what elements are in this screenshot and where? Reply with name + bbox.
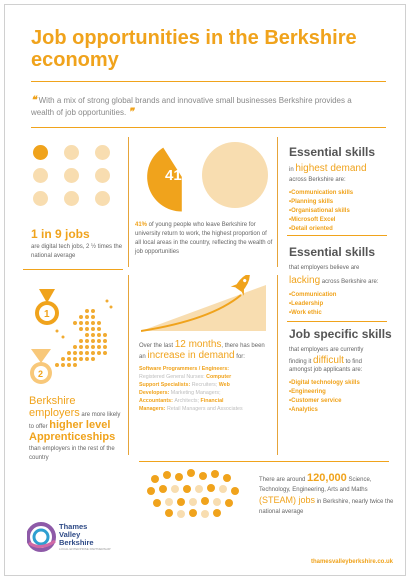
ratio-dot bbox=[95, 191, 110, 206]
list-item: • Communication bbox=[289, 291, 399, 300]
title-divider bbox=[31, 81, 386, 82]
job-specific-pre: that employers are currently bbox=[289, 347, 364, 353]
essential-demand-panel bbox=[289, 145, 399, 234]
demand-emph1: 12 months bbox=[174, 339, 222, 350]
demand-list bbox=[139, 365, 275, 413]
ratio-dot bbox=[64, 145, 79, 160]
list-item: • Work ethic bbox=[289, 309, 399, 318]
ratio-dot bbox=[33, 145, 48, 160]
list-item: • Microsoft Excel bbox=[289, 216, 399, 225]
section-divider bbox=[139, 461, 389, 462]
demand-lead3: an bbox=[139, 354, 148, 360]
list-item: • Organisational skills bbox=[289, 207, 399, 216]
steam-dot-cluster bbox=[145, 467, 245, 519]
quote-divider bbox=[31, 127, 386, 128]
essential-demand-list bbox=[289, 189, 399, 234]
uk-map-dots bbox=[55, 300, 113, 368]
essential-lacking-emph: lacking bbox=[289, 275, 321, 286]
svg-text:2: 2 bbox=[38, 369, 44, 379]
ratio-dot bbox=[95, 145, 110, 160]
ratio-dot bbox=[33, 168, 48, 183]
open-quote-icon: ❝ bbox=[31, 95, 37, 106]
digital-jobs-headline: 1 in 9 jobs bbox=[31, 227, 90, 241]
essential-demand-pre: in bbox=[289, 167, 294, 173]
column-divider bbox=[277, 275, 278, 455]
job-specific-post: to find bbox=[343, 359, 362, 365]
medal-second bbox=[30, 349, 52, 384]
job-specific-pre2: finding it bbox=[289, 359, 314, 365]
return-stat-text bbox=[135, 221, 273, 257]
demand-role: Financial bbox=[200, 398, 224, 404]
digital-jobs-text: are digital tech jobs, 2 ½ times the national average bbox=[31, 244, 123, 259]
demand-increase-panel bbox=[139, 339, 275, 413]
logo-tag: LOCAL ENTERPRISE PARTNERSHIP bbox=[59, 547, 111, 551]
section-divider bbox=[23, 269, 123, 270]
growth-rocket-graphic bbox=[141, 275, 271, 335]
ratio-dot bbox=[33, 191, 48, 206]
essential-lacking-list bbox=[289, 291, 399, 318]
demand-lead4: for: bbox=[234, 354, 245, 360]
essential-demand-sub: across Berkshire are: bbox=[289, 177, 346, 183]
steam-number: 120,000 bbox=[307, 472, 347, 484]
column-divider bbox=[277, 137, 278, 267]
growth-area bbox=[141, 285, 266, 331]
demand-detail: Recruiters; bbox=[191, 382, 219, 388]
list-item: • Detail oriented bbox=[289, 225, 399, 234]
apprenticeships-l2: employers bbox=[29, 407, 80, 419]
logo-line1: Thames bbox=[59, 522, 88, 531]
essential-lacking-post: across Berkshire are: bbox=[320, 279, 379, 285]
job-specific-list bbox=[289, 379, 401, 415]
steam-pre: There are around bbox=[259, 477, 308, 483]
logo-line2: Valley bbox=[59, 530, 81, 539]
list-item: • Digital technology skills bbox=[289, 379, 401, 388]
section-divider bbox=[287, 235, 387, 236]
section-divider bbox=[287, 321, 387, 322]
list-item: • Engineering bbox=[289, 388, 401, 397]
logo-line3: Berkshire bbox=[59, 538, 94, 547]
list-item: • Communication skills bbox=[289, 189, 399, 198]
demand-lead2: , there has been bbox=[221, 343, 265, 349]
job-specific-heading: Job specific skills bbox=[289, 327, 392, 341]
thames-valley-logo-text bbox=[59, 523, 111, 552]
medal-first bbox=[35, 289, 59, 325]
demand-role: Web bbox=[218, 382, 230, 388]
ratio-dot bbox=[64, 168, 79, 183]
apprenticeships-l3b: higher level bbox=[49, 419, 111, 431]
apprenticeships-l2b: are more likely bbox=[79, 412, 121, 418]
essential-lacking-pre: that employers believe are bbox=[289, 265, 360, 271]
return-rate-pie bbox=[139, 137, 269, 217]
apprenticeships-l5: than employers in the rest of the country bbox=[29, 446, 115, 461]
demand-role: Developers: bbox=[139, 390, 171, 396]
demand-role: Computer bbox=[206, 374, 232, 380]
svg-text:1: 1 bbox=[44, 309, 50, 320]
apprenticeships-l4: Apprenticeships bbox=[29, 431, 116, 443]
demand-emph2: increase in demand bbox=[147, 350, 235, 361]
thames-valley-logo-icon bbox=[27, 521, 57, 553]
list-item: • Leadership bbox=[289, 300, 399, 309]
essential-demand-heading: Essential skills bbox=[289, 145, 376, 159]
close-quote-icon: ❞ bbox=[128, 107, 134, 118]
steam-emph: (STEAM) jobs bbox=[259, 495, 316, 505]
essential-lacking-heading: Essential skills bbox=[289, 245, 376, 259]
steam-post: in Berkshire, nearly twice the national average bbox=[259, 499, 394, 515]
essential-lacking-panel bbox=[289, 245, 399, 318]
pie-percent-label: 41% bbox=[165, 167, 196, 184]
demand-lead1: Over the last bbox=[139, 343, 175, 349]
intro-quote-text: With a mix of strong global brands and innovative small businesses Berkshire provides a wealth of job opportunities. bbox=[31, 96, 352, 117]
infographic-page bbox=[4, 4, 406, 576]
pie-remainder bbox=[202, 142, 268, 208]
list-item: • Customer service bbox=[289, 397, 401, 406]
job-specific-panel bbox=[289, 327, 401, 415]
ratio-dot bbox=[64, 191, 79, 206]
demand-role: Managers: bbox=[139, 406, 167, 412]
steam-text bbox=[259, 473, 399, 517]
demand-detail: Registered General Nurses: bbox=[139, 374, 207, 380]
essential-demand-emph: highest demand bbox=[295, 163, 367, 174]
apprenticeships-l3a: to offer bbox=[29, 424, 50, 430]
page-title: Job opportunities in the Berkshire economy bbox=[31, 27, 357, 71]
one-in-nine-dot-grid bbox=[33, 145, 105, 206]
uk-map-medals bbox=[17, 281, 127, 391]
steam-mid: Science, Technology, Engineering, Arts and Maths bbox=[259, 477, 372, 493]
job-specific-emph: difficult bbox=[313, 355, 344, 366]
ratio-dot bbox=[95, 168, 110, 183]
return-stat-highlight: 41% bbox=[135, 222, 148, 228]
demand-detail: Architects; bbox=[174, 398, 201, 404]
website-link[interactable]: thamesvalleyberkshire.co.uk bbox=[310, 559, 393, 565]
return-stat-body: of young people who leave Berkshire for university return to work, the highest proportion of all local areas in the country, reflecting the wealth of job opportunities bbox=[135, 222, 273, 255]
apprenticeships-text bbox=[29, 395, 133, 463]
list-item: • Analytics bbox=[289, 406, 401, 415]
demand-role: Software Programmers / Engineers: bbox=[139, 366, 230, 372]
demand-role: Accountants: bbox=[139, 398, 175, 404]
column-divider bbox=[128, 137, 129, 267]
apprenticeships-l1: Berkshire bbox=[29, 395, 76, 407]
job-specific-sub: amongst job applicants are: bbox=[289, 367, 363, 373]
intro-quote bbox=[31, 95, 371, 119]
column-divider bbox=[128, 275, 129, 455]
demand-detail: Marketing Managers; bbox=[170, 390, 221, 396]
demand-detail: Retail Managers and Associates bbox=[166, 406, 243, 412]
list-item: • Planning skills bbox=[289, 198, 399, 207]
demand-role: Support Specialists: bbox=[139, 382, 192, 388]
